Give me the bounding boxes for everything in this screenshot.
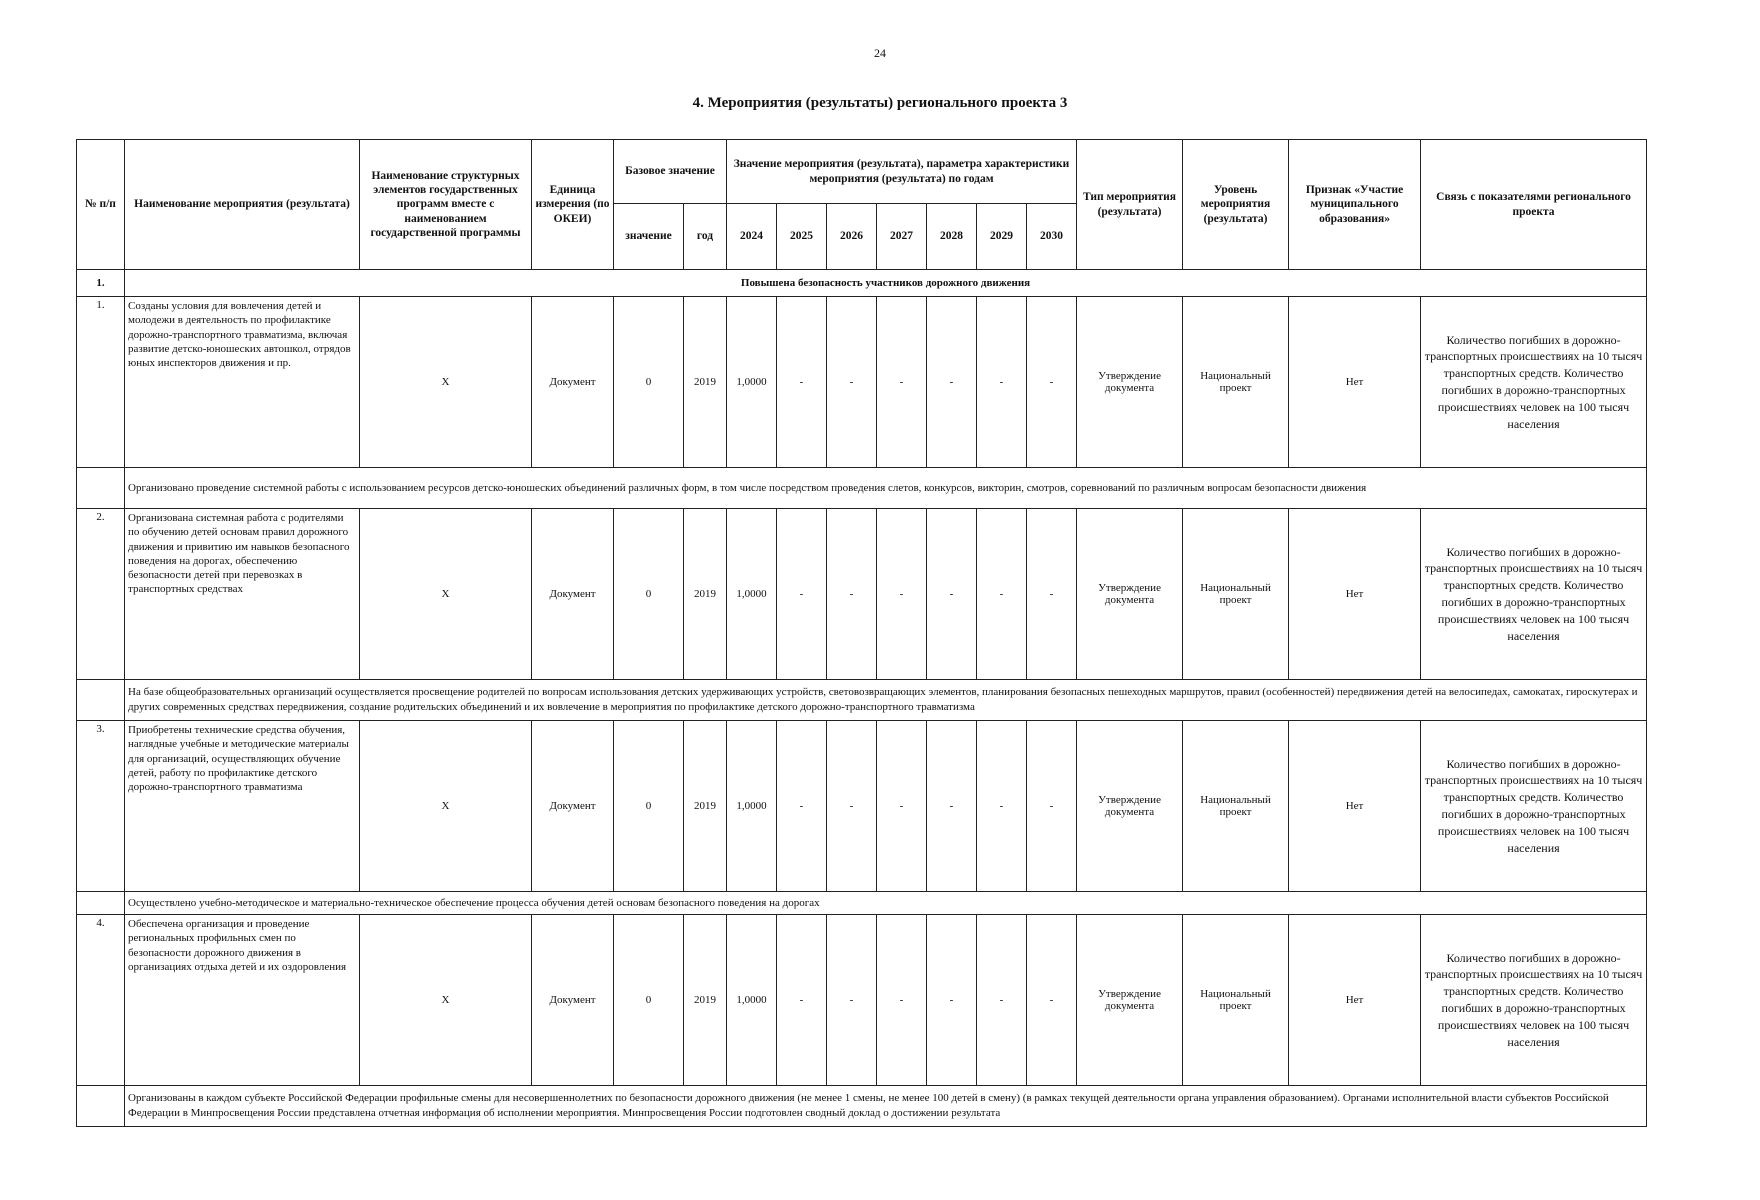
row-base-value: 0 — [614, 915, 684, 1086]
group-title: Повышена безопасность участников дорожного движения — [125, 270, 1647, 297]
row-structural: Х — [360, 509, 532, 680]
row-value-2027: - — [877, 721, 927, 892]
row-municipal: Нет — [1289, 509, 1421, 680]
row-value-2025: - — [777, 509, 827, 680]
row-value-2025: - — [777, 915, 827, 1086]
table-row — [77, 509, 1647, 680]
header-structural: Наименование структурных элементов государственных программ вместе с наименованием государственной программы — [360, 140, 532, 270]
row-value-2030: - — [1027, 721, 1077, 892]
header-base-year: год — [684, 204, 727, 270]
description-spacer — [77, 892, 125, 915]
row-description: Организовано проведение системной работы с использованием ресурсов детско-юношеских объединений различных форм, в том числе посредством проведения слетов, конкурсов, викторин, смотров, соревнований по различным вопросам безопасности движения — [125, 468, 1647, 509]
row-level: Национальный проект — [1183, 915, 1289, 1086]
row-name: Организована системная работа с родителями по обучению детей основам правил дорожного движения и привитию им навыков безопасного поведения на дорогах, обеспечению безопасности детей при перевозках в транспортных средствах — [125, 509, 360, 680]
header-municipal: Признак «Участие муниципального образования» — [1289, 140, 1421, 270]
row-structural: Х — [360, 297, 532, 468]
row-level: Национальный проект — [1183, 721, 1289, 892]
row-type: Утверждение документа — [1077, 297, 1183, 468]
row-base-value: 0 — [614, 297, 684, 468]
row-municipal: Нет — [1289, 721, 1421, 892]
row-value-2028: - — [927, 297, 977, 468]
description-spacer — [77, 680, 125, 721]
row-value-2030: - — [1027, 297, 1077, 468]
row-value-2028: - — [927, 509, 977, 680]
row-name: Обеспечена организация и проведение региональных профильных смен по безопасности дорожного движения в организациях отдыха детей и их оздоровления — [125, 915, 360, 1086]
row-num: 3. — [77, 721, 125, 892]
row-unit: Документ — [532, 297, 614, 468]
row-value-2026: - — [827, 915, 877, 1086]
row-value-2024: 1,0000 — [727, 721, 777, 892]
header-year-2028: 2028 — [927, 204, 977, 270]
header-type: Тип мероприятия (результата) — [1077, 140, 1183, 270]
row-value-2027: - — [877, 509, 927, 680]
row-num: 2. — [77, 509, 125, 680]
row-value-2024: 1,0000 — [727, 297, 777, 468]
row-link: Количество погибших в дорожно-транспортных происшествиях на 10 тысяч транспортных средств. Количество погибших в дорожно-транспортных происшествиях человек на 100 тысяч населения — [1421, 297, 1647, 468]
row-link: Количество погибших в дорожно-транспортных происшествиях на 10 тысяч транспортных средств. Количество погибших в дорожно-транспортных происшествиях человек на 100 тысяч населения — [1421, 509, 1647, 680]
row-description: На базе общеобразовательных организаций осуществляется просвещение родителей по вопросам использования детских удерживающих устройств, световозвращающих элементов, планирования безопасных пешеходных маршрутов, правил (особенностей) передвижения детей на велосипедах, самокатах, гироскутерах и других современных средствах передвижения, создание родительских объединений и их вовлечение в мероприятия по профилактике детского дорожно-транспортного травматизма — [125, 680, 1647, 721]
row-structural: Х — [360, 721, 532, 892]
row-level: Национальный проект — [1183, 509, 1289, 680]
header-level: Уровень мероприятия (результата) — [1183, 140, 1289, 270]
row-base-year: 2019 — [684, 509, 727, 680]
row-structural: Х — [360, 915, 532, 1086]
row-value-2027: - — [877, 297, 927, 468]
header-year-2026: 2026 — [827, 204, 877, 270]
row-base-year: 2019 — [684, 721, 727, 892]
header-base-value: значение — [614, 204, 684, 270]
description-row — [77, 468, 1647, 509]
header-year-2029: 2029 — [977, 204, 1027, 270]
row-base-value: 0 — [614, 721, 684, 892]
row-type: Утверждение документа — [1077, 721, 1183, 892]
header-year-2030: 2030 — [1027, 204, 1077, 270]
row-name: Приобретены технические средства обучения, наглядные учебные и методические материалы для организаций, осуществляющих обучение детей, работу по профилактике детского дорожно-транспортного травматизма — [125, 721, 360, 892]
row-link: Количество погибших в дорожно-транспортных происшествиях на 10 тысяч транспортных средств. Количество погибших в дорожно-транспортных происшествиях человек на 100 тысяч населения — [1421, 721, 1647, 892]
row-value-2024: 1,0000 — [727, 509, 777, 680]
row-value-2026: - — [827, 721, 877, 892]
description-row — [77, 680, 1647, 721]
row-description: Организованы в каждом субъекте Российской Федерации профильные смены для несовершеннолетних по безопасности дорожного движения (не менее 1 смены, не менее 100 детей в смену) (в рамках текущей деятельности органа управления образованием). Органами исполнительной власти субъектов Российской Федерации в Минпросвещения России представлена отчетная информация об исполнении мероприятия. Минпросвещения России подготовлен сводный доклад о достижении результата — [125, 1086, 1647, 1127]
row-num: 4. — [77, 915, 125, 1086]
row-unit: Документ — [532, 915, 614, 1086]
row-value-2025: - — [777, 721, 827, 892]
section-title: 4. Мероприятия (результаты) регионального проекта 3 — [692, 95, 1068, 111]
row-unit: Документ — [532, 509, 614, 680]
row-value-2028: - — [927, 915, 977, 1086]
header-base: Базовое значение — [614, 140, 727, 204]
group-row — [77, 270, 1647, 297]
row-value-2028: - — [927, 721, 977, 892]
row-num: 1. — [77, 297, 125, 468]
description-spacer — [77, 468, 125, 509]
row-value-2026: - — [827, 509, 877, 680]
row-base-year: 2019 — [684, 915, 727, 1086]
row-type: Утверждение документа — [1077, 915, 1183, 1086]
row-value-2027: - — [877, 915, 927, 1086]
header-values-by-year: Значение мероприятия (результата), параметра характеристики мероприятия (результата) по годам — [727, 140, 1077, 204]
header-link: Связь с показателями регионального проекта — [1421, 140, 1647, 270]
row-description: Осуществлено учебно-методическое и материально-техническое обеспечение процесса обучения детей основам безопасного поведения на дорогах — [125, 892, 1647, 915]
description-spacer — [77, 1086, 125, 1127]
row-value-2029: - — [977, 509, 1027, 680]
row-value-2025: - — [777, 297, 827, 468]
header-name: Наименование мероприятия (результата) — [125, 140, 360, 270]
header-num: № п/п — [77, 140, 125, 270]
description-row — [77, 892, 1647, 915]
header-year-2027: 2027 — [877, 204, 927, 270]
row-value-2030: - — [1027, 509, 1077, 680]
row-value-2029: - — [977, 297, 1027, 468]
header-year-2025: 2025 — [777, 204, 827, 270]
table-row — [77, 297, 1647, 468]
row-value-2026: - — [827, 297, 877, 468]
row-type: Утверждение документа — [1077, 509, 1183, 680]
row-base-value: 0 — [614, 509, 684, 680]
header-year-2024: 2024 — [727, 204, 777, 270]
row-municipal: Нет — [1289, 297, 1421, 468]
table-row — [77, 721, 1647, 892]
row-link: Количество погибших в дорожно-транспортных происшествиях на 10 тысяч транспортных средств. Количество погибших в дорожно-транспортных происшествиях человек на 100 тысяч населения — [1421, 915, 1647, 1086]
row-level: Национальный проект — [1183, 297, 1289, 468]
header-unit: Единица измерения (по ОКЕИ) — [532, 140, 614, 270]
measures-table — [76, 139, 1647, 1127]
table-row — [77, 915, 1647, 1086]
group-num: 1. — [77, 270, 125, 297]
row-value-2029: - — [977, 915, 1027, 1086]
row-value-2029: - — [977, 721, 1027, 892]
row-base-year: 2019 — [684, 297, 727, 468]
description-row — [77, 1086, 1647, 1127]
row-value-2030: - — [1027, 915, 1077, 1086]
row-name: Созданы условия для вовлечения детей и молодежи в деятельность по профилактике дорожно-транспортного травматизма, включая развитие детско-юношеских автошкол, отрядов юных инспекторов движения и пр. — [125, 297, 360, 468]
row-value-2024: 1,0000 — [727, 915, 777, 1086]
page-number: 24 — [874, 46, 886, 60]
row-unit: Документ — [532, 721, 614, 892]
row-municipal: Нет — [1289, 915, 1421, 1086]
